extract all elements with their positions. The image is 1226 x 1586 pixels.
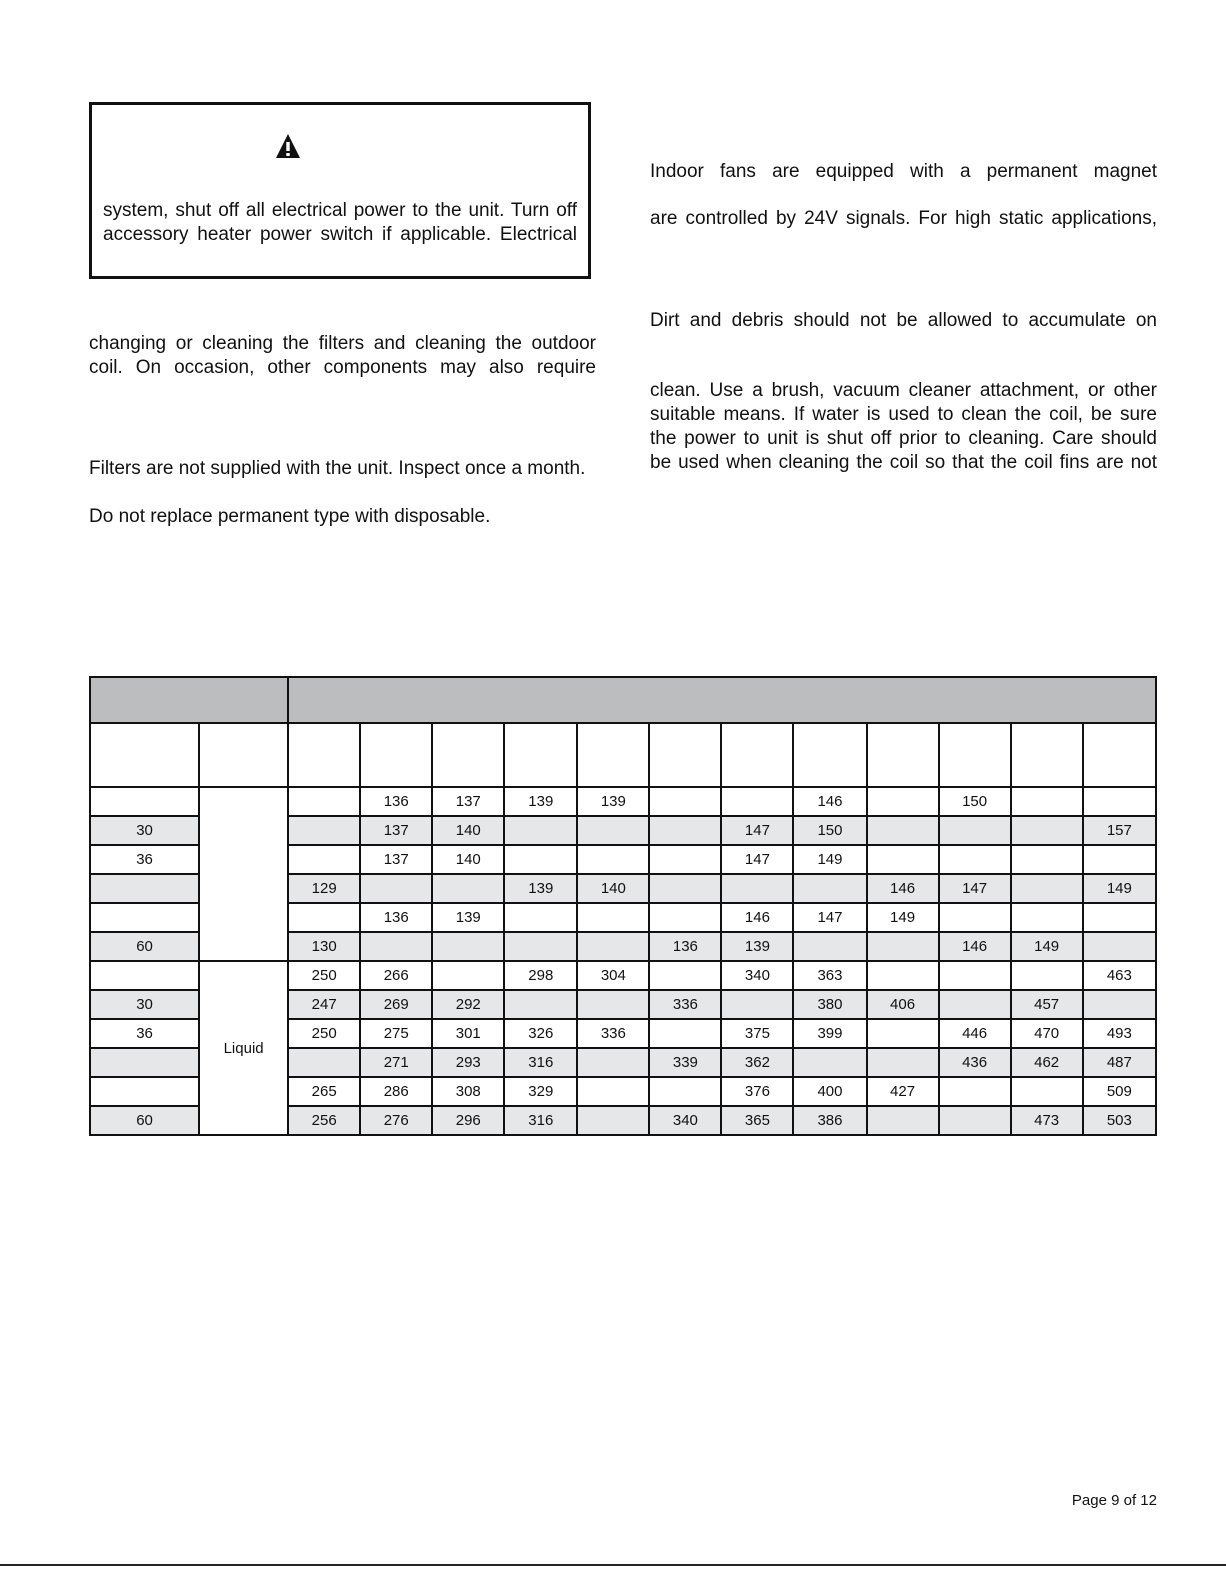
- pressure-value-cell: 139: [432, 903, 504, 932]
- row-label-cell: [90, 961, 199, 990]
- pressure-value-cell: 296: [432, 1106, 504, 1135]
- pressure-value-cell: [793, 874, 866, 903]
- pressure-value-cell: [577, 1106, 649, 1135]
- pressure-value-cell: [1011, 787, 1083, 816]
- pressure-value-cell: 326: [504, 1019, 577, 1048]
- pressure-value-cell: [1083, 787, 1156, 816]
- pressure-value-cell: [504, 932, 577, 961]
- row-label-cell: 30: [90, 990, 199, 1019]
- row-label-cell: 36: [90, 845, 199, 874]
- pressure-value-cell: 340: [721, 961, 793, 990]
- pressure-value-cell: 446: [939, 1019, 1011, 1048]
- pressure-value-cell: 136: [360, 903, 432, 932]
- pressure-value-cell: [793, 1048, 866, 1077]
- pressure-value-cell: 137: [360, 845, 432, 874]
- pressure-value-cell: [867, 816, 939, 845]
- pressure-value-cell: [721, 874, 793, 903]
- pressure-value-cell: [1011, 961, 1083, 990]
- pressure-value-cell: 362: [721, 1048, 793, 1077]
- pressure-value-cell: [867, 1019, 939, 1048]
- subheader-cell: [360, 723, 432, 787]
- warning-text: [103, 199, 577, 247]
- subheader-cell: [649, 723, 721, 787]
- filters-line-2: Do not replace permanent type with disposable.: [89, 506, 491, 527]
- pressure-value-cell: [577, 1048, 649, 1077]
- pressure-value-cell: 140: [432, 845, 504, 874]
- pressure-value-cell: 247: [288, 990, 360, 1019]
- row-label-cell: 60: [90, 1106, 199, 1135]
- pressure-value-cell: [360, 874, 432, 903]
- pressure-table-container: [89, 676, 1157, 1136]
- row-label-cell: [90, 1048, 199, 1077]
- filters-line-1: Filters are not supplied with the unit. Inspect once a month.: [89, 458, 586, 479]
- pressure-value-cell: [1011, 845, 1083, 874]
- pressure-value-cell: [867, 845, 939, 874]
- subheader-cell: [90, 723, 199, 787]
- pressure-value-cell: [939, 845, 1011, 874]
- pressure-value-cell: 130: [288, 932, 360, 961]
- coil-line: clean. Use a brush, vacuum cleaner attachment, or other: [650, 380, 1157, 401]
- pressure-value-cell: 298: [504, 961, 577, 990]
- pressure-value-cell: [360, 932, 432, 961]
- pressure-value-cell: 250: [288, 961, 360, 990]
- pressure-value-cell: 149: [1083, 874, 1156, 903]
- pressure-value-cell: [504, 903, 577, 932]
- pressure-value-cell: 292: [432, 990, 504, 1019]
- pressure-value-cell: [577, 990, 649, 1019]
- pressure-value-cell: [867, 1048, 939, 1077]
- pressure-value-cell: [577, 1077, 649, 1106]
- pressure-value-cell: 301: [432, 1019, 504, 1048]
- pressure-value-cell: 146: [721, 903, 793, 932]
- pressure-value-cell: 363: [793, 961, 866, 990]
- pressure-value-cell: 375: [721, 1019, 793, 1048]
- pressure-value-cell: [649, 787, 721, 816]
- subheader-cell: [1011, 723, 1083, 787]
- pressure-value-cell: 147: [793, 903, 866, 932]
- pressure-value-cell: [288, 1048, 360, 1077]
- pressure-value-cell: 457: [1011, 990, 1083, 1019]
- pressure-value-cell: [577, 816, 649, 845]
- pressure-value-cell: [1011, 874, 1083, 903]
- pressure-value-cell: 147: [721, 845, 793, 874]
- pressure-value-cell: [649, 816, 721, 845]
- pressure-value-cell: 271: [360, 1048, 432, 1077]
- pressure-value-cell: [288, 845, 360, 874]
- row-label-cell: [90, 1077, 199, 1106]
- pressure-value-cell: [1083, 932, 1156, 961]
- pressure-value-cell: 146: [867, 874, 939, 903]
- table-subheader: [90, 723, 1156, 787]
- row-label-cell: [90, 787, 199, 816]
- pressure-value-cell: 463: [1083, 961, 1156, 990]
- pressure-value-cell: [577, 845, 649, 874]
- subheader-cell: [867, 723, 939, 787]
- pressure-value-cell: 470: [1011, 1019, 1083, 1048]
- pressure-value-cell: 266: [360, 961, 432, 990]
- header-band-left: [90, 677, 288, 723]
- pressure-table: [89, 676, 1157, 1136]
- subheader-cell: [432, 723, 504, 787]
- pressure-value-cell: [867, 1106, 939, 1135]
- pressure-value-cell: 137: [360, 816, 432, 845]
- table-row: [90, 787, 1156, 816]
- pressure-value-cell: 147: [939, 874, 1011, 903]
- warning-box: [89, 102, 591, 279]
- fans-line-2: are controlled by 24V signals. For high static applications,: [650, 208, 1157, 229]
- row-label-cell: 36: [90, 1019, 199, 1048]
- pressure-value-cell: 276: [360, 1106, 432, 1135]
- warning-triangle-icon: [275, 133, 301, 159]
- bottom-rule: [0, 1564, 1226, 1566]
- pressure-value-cell: 336: [577, 1019, 649, 1048]
- pressure-value-cell: [867, 932, 939, 961]
- pressure-value-cell: [288, 787, 360, 816]
- pressure-value-cell: [867, 787, 939, 816]
- maintenance-line: coil. On occasion, other components may also require: [89, 357, 596, 378]
- line-type-cell: Liquid: [199, 961, 288, 1135]
- pressure-value-cell: 376: [721, 1077, 793, 1106]
- page-number: Page 9 of 12: [1071, 1492, 1157, 1509]
- pressure-value-cell: [1011, 903, 1083, 932]
- pressure-value-cell: 304: [577, 961, 649, 990]
- subheader-cell: [721, 723, 793, 787]
- pressure-value-cell: [504, 990, 577, 1019]
- pressure-value-cell: [504, 845, 577, 874]
- subheader-cell: [199, 723, 288, 787]
- pressure-value-cell: 140: [577, 874, 649, 903]
- row-label-cell: 30: [90, 816, 199, 845]
- pressure-value-cell: [939, 990, 1011, 1019]
- pressure-value-cell: [1083, 903, 1156, 932]
- pressure-value-cell: 462: [1011, 1048, 1083, 1077]
- pressure-value-cell: 256: [288, 1106, 360, 1135]
- pressure-value-cell: [649, 1077, 721, 1106]
- pressure-value-cell: 129: [288, 874, 360, 903]
- subheader-cell: [288, 723, 360, 787]
- pressure-value-cell: 250: [288, 1019, 360, 1048]
- subheader-cell: [504, 723, 577, 787]
- warning-line: system, shut off all electrical power to the unit. Turn off: [103, 200, 577, 221]
- pressure-value-cell: 265: [288, 1077, 360, 1106]
- pressure-value-cell: [1011, 1077, 1083, 1106]
- pressure-value-cell: 436: [939, 1048, 1011, 1077]
- pressure-value-cell: 339: [649, 1048, 721, 1077]
- pressure-value-cell: 316: [504, 1106, 577, 1135]
- pressure-value-cell: [939, 1106, 1011, 1135]
- pressure-value-cell: 139: [504, 787, 577, 816]
- table-header-band: [90, 677, 1156, 723]
- pressure-value-cell: 406: [867, 990, 939, 1019]
- pressure-value-cell: [721, 990, 793, 1019]
- subheader-cell: [1083, 723, 1156, 787]
- pressure-value-cell: [867, 961, 939, 990]
- pressure-value-cell: 400: [793, 1077, 866, 1106]
- pressure-value-cell: 473: [1011, 1106, 1083, 1135]
- row-label-cell: 60: [90, 932, 199, 961]
- pressure-value-cell: 509: [1083, 1077, 1156, 1106]
- coil-line-1: Dirt and debris should not be allowed to accumulate on: [650, 310, 1157, 331]
- pressure-value-cell: 286: [360, 1077, 432, 1106]
- pressure-value-cell: 149: [867, 903, 939, 932]
- pressure-value-cell: 136: [360, 787, 432, 816]
- pressure-value-cell: [649, 903, 721, 932]
- pressure-value-cell: 146: [793, 787, 866, 816]
- pressure-value-cell: 308: [432, 1077, 504, 1106]
- pressure-value-cell: 399: [793, 1019, 866, 1048]
- pressure-value-cell: [793, 932, 866, 961]
- pressure-value-cell: 275: [360, 1019, 432, 1048]
- coil-line: the power to unit is shut off prior to cleaning. Care should: [650, 428, 1157, 449]
- pressure-value-cell: [939, 903, 1011, 932]
- pressure-value-cell: 493: [1083, 1019, 1156, 1048]
- pressure-value-cell: 149: [793, 845, 866, 874]
- pressure-value-cell: 316: [504, 1048, 577, 1077]
- fans-line-1: Indoor fans are equipped with a permanent magnet: [650, 161, 1157, 182]
- pressure-value-cell: 139: [577, 787, 649, 816]
- pressure-value-cell: [432, 961, 504, 990]
- pressure-value-cell: [939, 816, 1011, 845]
- pressure-value-cell: 293: [432, 1048, 504, 1077]
- pressure-value-cell: 503: [1083, 1106, 1156, 1135]
- pressure-value-cell: [288, 903, 360, 932]
- pressure-value-cell: 139: [721, 932, 793, 961]
- pressure-value-cell: [577, 903, 649, 932]
- line-type-cell: [199, 787, 288, 961]
- pressure-value-cell: 487: [1083, 1048, 1156, 1077]
- pressure-value-cell: 336: [649, 990, 721, 1019]
- pressure-value-cell: 146: [939, 932, 1011, 961]
- pressure-value-cell: [1083, 990, 1156, 1019]
- pressure-value-cell: 427: [867, 1077, 939, 1106]
- pressure-value-cell: 269: [360, 990, 432, 1019]
- pressure-value-cell: 150: [793, 816, 866, 845]
- coil-cleaning-paragraph: [650, 379, 1157, 475]
- row-label-cell: [90, 874, 199, 903]
- pressure-value-cell: [577, 932, 649, 961]
- pressure-value-cell: [649, 1019, 721, 1048]
- coil-line: suitable means. If water is used to clean the coil, be sure: [650, 404, 1157, 425]
- row-label-cell: [90, 903, 199, 932]
- pressure-value-cell: 329: [504, 1077, 577, 1106]
- subheader-cell: [577, 723, 649, 787]
- pressure-value-cell: 150: [939, 787, 1011, 816]
- pressure-value-cell: [288, 816, 360, 845]
- pressure-value-cell: [721, 787, 793, 816]
- warning-line: accessory heater power switch if applicable. Electrical: [103, 224, 577, 245]
- pressure-value-cell: 157: [1083, 816, 1156, 845]
- pressure-value-cell: [504, 816, 577, 845]
- pressure-value-cell: [939, 961, 1011, 990]
- coil-line: be used when cleaning the coil so that the coil fins are not: [650, 452, 1157, 473]
- pressure-value-cell: [1083, 845, 1156, 874]
- maintenance-line: changing or cleaning the filters and cleaning the outdoor: [89, 333, 596, 354]
- pressure-value-cell: 147: [721, 816, 793, 845]
- pressure-value-cell: 386: [793, 1106, 866, 1135]
- pressure-value-cell: [939, 1077, 1011, 1106]
- pressure-value-cell: 340: [649, 1106, 721, 1135]
- header-band-right: [288, 677, 1156, 723]
- pressure-value-cell: 139: [504, 874, 577, 903]
- maintenance-paragraph: [89, 332, 596, 380]
- pressure-value-cell: [649, 961, 721, 990]
- pressure-value-cell: 365: [721, 1106, 793, 1135]
- pressure-value-cell: [432, 874, 504, 903]
- pressure-value-cell: 149: [1011, 932, 1083, 961]
- pressure-value-cell: 136: [649, 932, 721, 961]
- pressure-value-cell: 137: [432, 787, 504, 816]
- subheader-cell: [793, 723, 866, 787]
- table-row: [90, 961, 1156, 990]
- pressure-value-cell: [1011, 816, 1083, 845]
- pressure-value-cell: [649, 874, 721, 903]
- pressure-value-cell: 140: [432, 816, 504, 845]
- pressure-value-cell: [649, 845, 721, 874]
- pressure-value-cell: [432, 932, 504, 961]
- subheader-cell: [939, 723, 1011, 787]
- pressure-value-cell: 380: [793, 990, 866, 1019]
